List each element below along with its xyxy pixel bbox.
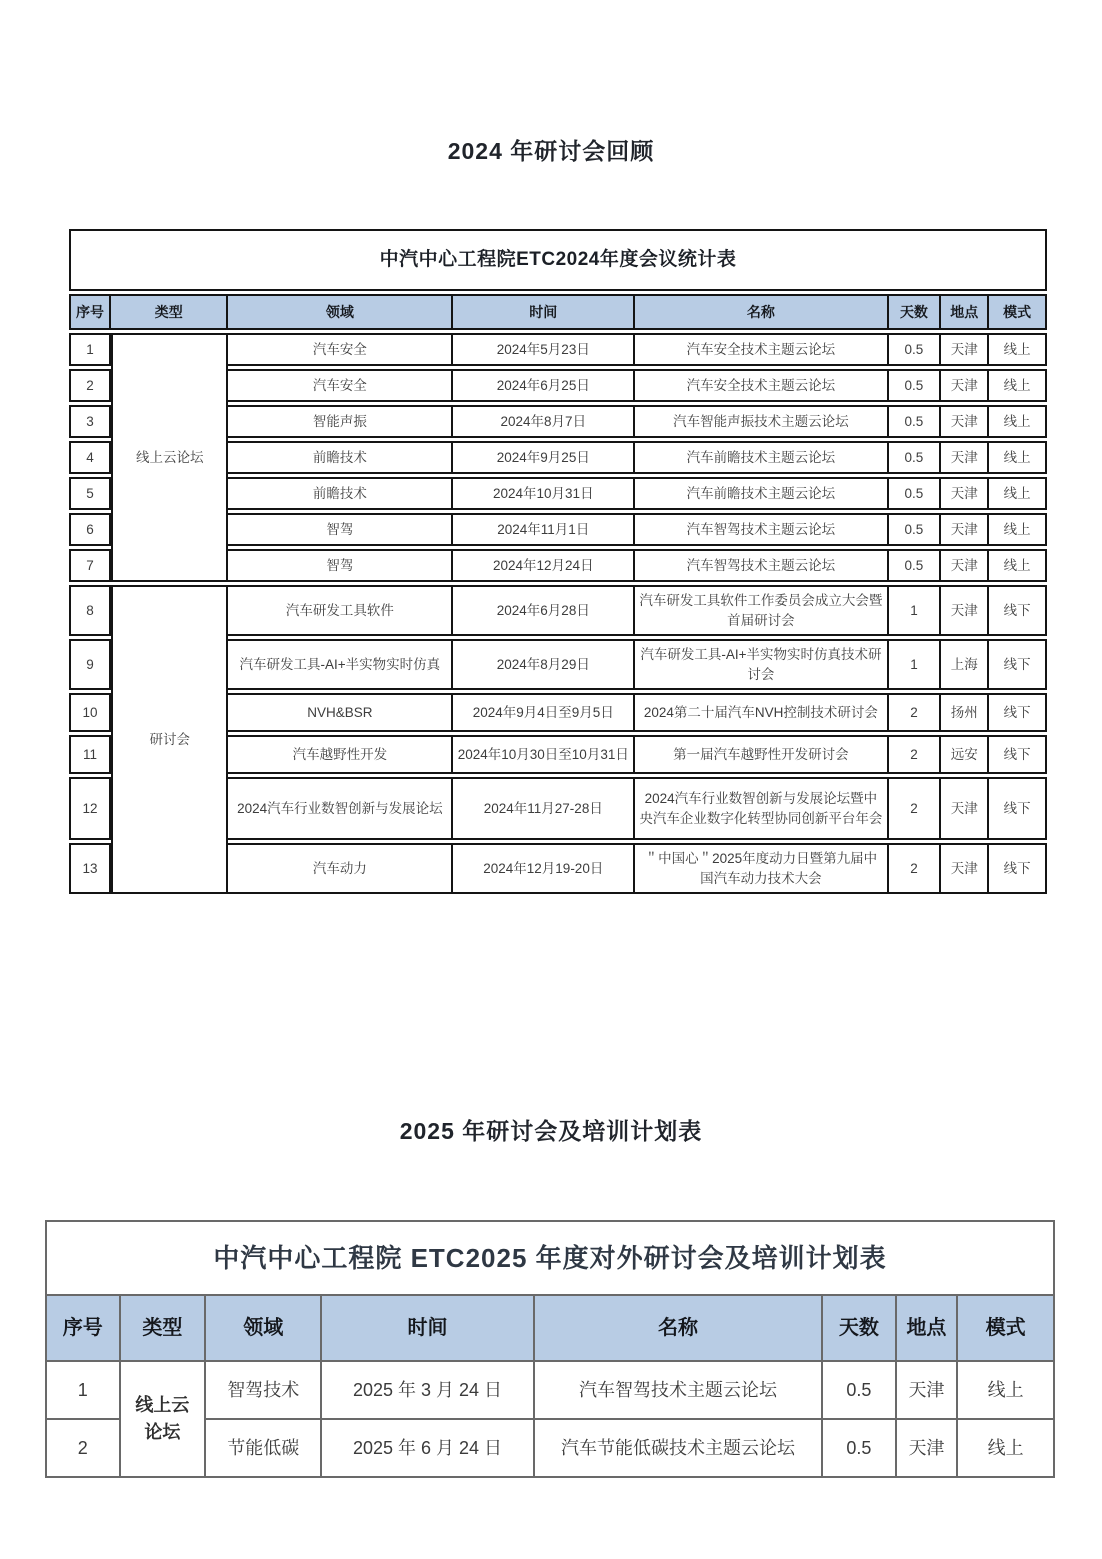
table-header-row	[69, 294, 1047, 330]
cell-domain: 智能声振	[228, 405, 453, 438]
cell-domain: 汽车越野性开发	[228, 735, 453, 774]
cell-mode: 线下	[989, 777, 1047, 840]
table-2024-title: 中汽中心工程院ETC2024年度会议统计表	[69, 229, 1047, 291]
cell-date: 2025 年 6 月 24 日	[321, 1419, 534, 1477]
cell-mode: 线上	[989, 513, 1047, 546]
cell-days: 2	[889, 843, 942, 894]
cell-type-seminar: 研讨会	[111, 585, 228, 894]
cell-location: 天津	[941, 477, 989, 510]
cell-title: 汽车前瞻技术主题云论坛	[635, 441, 888, 474]
cell-days: 0.5	[822, 1361, 896, 1419]
cell-title: 2024第二十届汽车NVH控制技术研讨会	[635, 693, 888, 732]
cell-mode: 线上	[989, 333, 1047, 366]
cell-location: 天津	[941, 777, 989, 840]
cell-domain: 汽车安全	[228, 333, 453, 366]
cell-title: 汽车智驾技术主题云论坛	[534, 1361, 822, 1419]
cell-domain: 节能低碳	[205, 1419, 321, 1477]
cell-type-online-cloud-forum	[120, 1361, 206, 1477]
cell-date: 2024年12月19-20日	[453, 843, 635, 894]
cell-title: 汽车节能低碳技术主题云论坛	[534, 1419, 822, 1477]
cell-date: 2024年9月4日至9月5日	[453, 693, 635, 732]
cell-days: 0.5	[889, 441, 942, 474]
cell-title: 汽车安全技术主题云论坛	[635, 333, 888, 366]
cell-seq: 9	[69, 639, 111, 690]
table-row	[46, 1361, 1054, 1419]
cell-date: 2024年11月1日	[453, 513, 635, 546]
cell-date: 2024年10月30日至10月31日	[453, 735, 635, 774]
cell-date: 2024年5月23日	[453, 333, 635, 366]
cell-seq: 12	[69, 777, 111, 840]
cell-days: 0.5	[889, 549, 942, 582]
cell-domain: NVH&BSR	[228, 693, 453, 732]
cell-seq: 7	[69, 549, 111, 582]
cell-days: 1	[889, 585, 942, 636]
cell-mode: 线上	[989, 405, 1047, 438]
cell-type-online-forum: 线上云论坛	[111, 333, 228, 582]
cell-location: 天津	[941, 843, 989, 894]
cell-location: 上海	[941, 639, 989, 690]
cell-seq: 3	[69, 405, 111, 438]
table-2024	[69, 226, 1047, 897]
cell-seq: 5	[69, 477, 111, 510]
cell-seq: 11	[69, 735, 111, 774]
table-2025	[45, 1220, 1055, 1478]
cell-mode: 线上	[957, 1419, 1054, 1477]
col-header-seq: 序号	[46, 1295, 120, 1361]
cell-seq: 1	[69, 333, 111, 366]
cell-location: 天津	[941, 405, 989, 438]
cell-domain: 汽车研发工具软件	[228, 585, 453, 636]
table-title-row	[46, 1221, 1054, 1295]
cell-seq: 2	[46, 1419, 120, 1477]
cell-location: 天津	[941, 549, 989, 582]
cell-days: 0.5	[889, 369, 942, 402]
cell-domain: 智驾	[228, 513, 453, 546]
cell-date: 2024年8月7日	[453, 405, 635, 438]
cell-mode: 线上	[957, 1361, 1054, 1419]
cell-mode: 线下	[989, 735, 1047, 774]
cell-mode: 线上	[989, 549, 1047, 582]
cell-days: 0.5	[889, 333, 942, 366]
cell-seq: 4	[69, 441, 111, 474]
section-title-2025: 2025 年研讨会及培训计划表	[399, 1118, 703, 1144]
cell-mode: 线上	[989, 369, 1047, 402]
cell-seq: 13	[69, 843, 111, 894]
cell-mode: 线下	[989, 693, 1047, 732]
col-header-domain: 领域	[205, 1295, 321, 1361]
cell-mode: 线上	[989, 441, 1047, 474]
cell-date: 2024年6月25日	[453, 369, 635, 402]
table-header-row	[46, 1295, 1054, 1361]
cell-days: 0.5	[889, 477, 942, 510]
col-header-days: 天数	[822, 1295, 896, 1361]
cell-location: 远安	[941, 735, 989, 774]
cell-title: 汽车智驾技术主题云论坛	[635, 513, 888, 546]
cell-date: 2024年9月25日	[453, 441, 635, 474]
cell-type-line2: 论坛	[144, 1422, 181, 1442]
cell-mode: 线下	[989, 585, 1047, 636]
col-header-date: 时间	[453, 294, 635, 330]
cell-days: 2	[889, 693, 942, 732]
cell-domain: 智驾技术	[205, 1361, 321, 1419]
col-header-seq: 序号	[69, 294, 111, 330]
col-header-type: 类型	[120, 1295, 206, 1361]
cell-location: 天津	[941, 585, 989, 636]
col-header-name: 名称	[534, 1295, 822, 1361]
cell-domain: 前瞻技术	[228, 441, 453, 474]
cell-days: 2	[889, 735, 942, 774]
cell-mode: 线上	[989, 477, 1047, 510]
table-2025-title: 中汽中心工程院 ETC2025 年度对外研讨会及培训计划表	[46, 1221, 1054, 1295]
cell-location: 天津	[941, 369, 989, 402]
col-header-type: 类型	[111, 294, 228, 330]
cell-days: 2	[889, 777, 942, 840]
cell-title: 汽车智驾技术主题云论坛	[635, 549, 888, 582]
cell-date: 2024年11月27-28日	[453, 777, 635, 840]
cell-location: 天津	[941, 441, 989, 474]
cell-seq: 6	[69, 513, 111, 546]
cell-seq: 10	[69, 693, 111, 732]
col-header-location: 地点	[896, 1295, 957, 1361]
cell-days: 1	[889, 639, 942, 690]
cell-domain: 汽车动力	[228, 843, 453, 894]
table-title-row	[69, 229, 1047, 291]
cell-days: 0.5	[889, 405, 942, 438]
cell-mode: 线下	[989, 639, 1047, 690]
cell-domain: 智驾	[228, 549, 453, 582]
cell-title: 汽车前瞻技术主题云论坛	[635, 477, 888, 510]
col-header-domain: 领域	[228, 294, 453, 330]
cell-seq: 8	[69, 585, 111, 636]
cell-date: 2025 年 3 月 24 日	[321, 1361, 534, 1419]
cell-location: 天津	[941, 513, 989, 546]
cell-date: 2024年10月31日	[453, 477, 635, 510]
cell-type-line1: 线上云	[135, 1395, 190, 1415]
cell-location: 扬州	[941, 693, 989, 732]
cell-date: 2024年8月29日	[453, 639, 635, 690]
col-header-name: 名称	[635, 294, 888, 330]
col-header-days: 天数	[889, 294, 942, 330]
cell-domain: 2024汽车行业数智创新与发展论坛	[228, 777, 453, 840]
cell-title: 2024汽车行业数智创新与发展论坛暨中央汽车企业数字化转型协同创新平台年会	[635, 777, 888, 840]
cell-mode: 线下	[989, 843, 1047, 894]
cell-days: 0.5	[822, 1419, 896, 1477]
cell-seq: 1	[46, 1361, 120, 1419]
cell-title: 汽车研发工具软件工作委员会成立大会暨首届研讨会	[635, 585, 888, 636]
col-header-date: 时间	[321, 1295, 534, 1361]
table-row	[69, 585, 1047, 636]
table-row	[69, 333, 1047, 366]
cell-domain: 汽车安全	[228, 369, 453, 402]
cell-location: 天津	[941, 333, 989, 366]
cell-title: 汽车研发工具-AI+半实物实时仿真技术研讨会	[635, 639, 888, 690]
cell-title: 汽车智能声振技术主题云论坛	[635, 405, 888, 438]
cell-date: 2024年12月24日	[453, 549, 635, 582]
col-header-mode: 模式	[957, 1295, 1054, 1361]
cell-title: ＂中国心＂2025年度动力日暨第九届中国汽车动力技术大会	[635, 843, 888, 894]
cell-location: 天津	[896, 1419, 957, 1477]
section-title-2024: 2024 年研讨会回顾	[447, 138, 655, 164]
cell-days: 0.5	[889, 513, 942, 546]
col-header-mode: 模式	[989, 294, 1047, 330]
cell-title: 汽车安全技术主题云论坛	[635, 369, 888, 402]
cell-location: 天津	[896, 1361, 957, 1419]
cell-title: 第一届汽车越野性开发研讨会	[635, 735, 888, 774]
cell-date: 2024年6月28日	[453, 585, 635, 636]
cell-domain: 前瞻技术	[228, 477, 453, 510]
cell-domain: 汽车研发工具-AI+半实物实时仿真	[228, 639, 453, 690]
cell-seq: 2	[69, 369, 111, 402]
col-header-location: 地点	[941, 294, 989, 330]
